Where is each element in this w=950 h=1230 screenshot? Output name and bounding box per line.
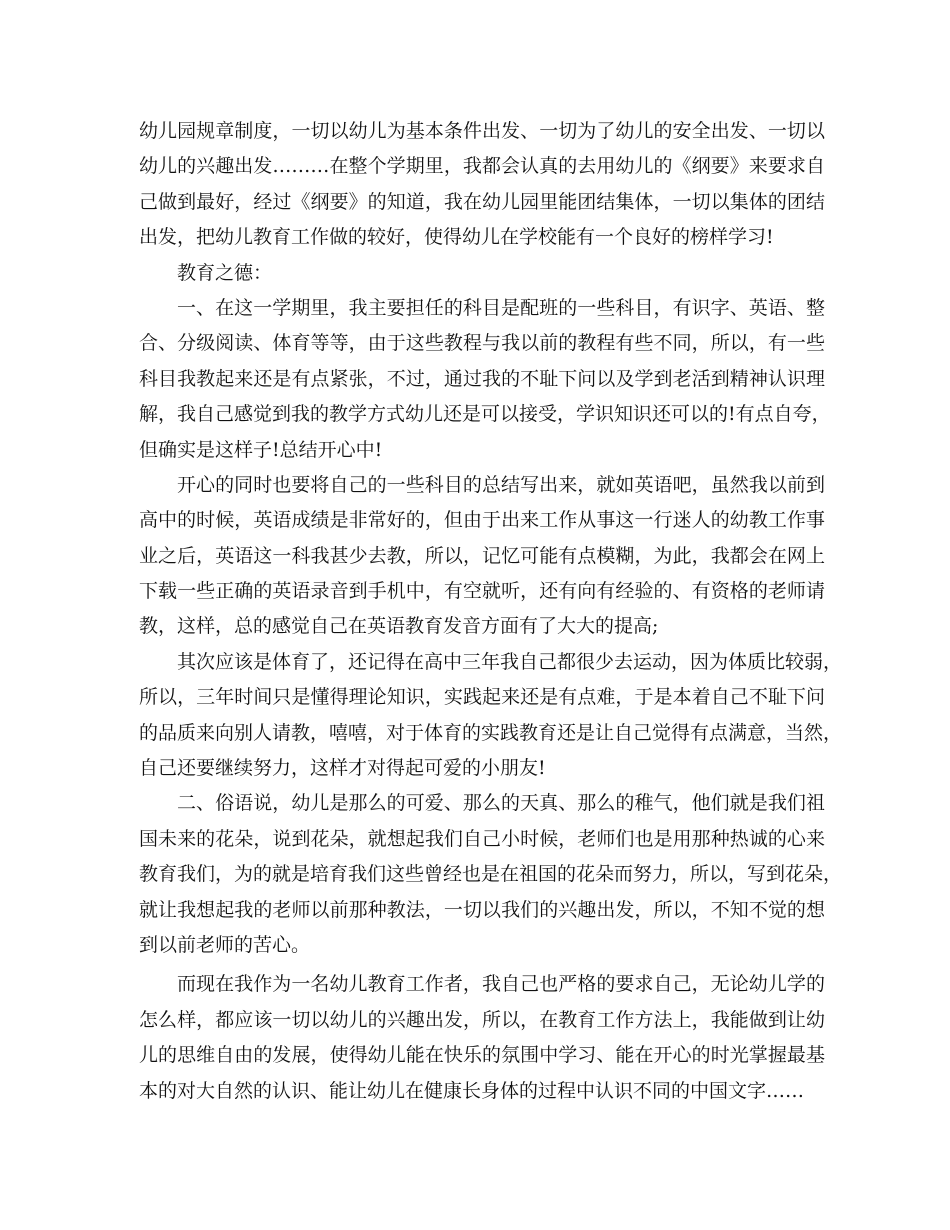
text-line: 其次应该是体育了，还记得在高中三年我自己都很少去运动，因为体质比较弱， <box>177 650 843 673</box>
text-line: 开心的同时也要将自己的一些科目的总结写出来，就如英语吧，虽然我以前到 <box>177 473 825 496</box>
text-line: 下载一些正确的英语录音到手机中，有空就听，还有向有经验的、有资格的老师请 <box>139 580 825 603</box>
text-line: 国未来的花朵，说到花朵，就想起我们自己小时候，老师们也是用那种热诚的心来 <box>139 827 825 850</box>
text-line: 但确实是这样子!总结开心中! <box>139 438 383 461</box>
section-heading: 教育之德： <box>177 261 273 284</box>
text-line: 教育我们，为的就是培育我们这些曾经也是在祖国的花朵而努力，所以，写到花朵， <box>139 863 843 886</box>
text-line: 本的对大自然的认识、能让幼儿在健康长身体的过程中认识不同的中国文字…… <box>139 1079 805 1102</box>
text-line: 二、俗语说，幼儿是那么的可爱、那么的天真、那么的稚气，他们就是我们祖 <box>177 792 825 815</box>
text-line: 幼儿的兴趣出发………在整个学期里，我都会认真的去用幼儿的《纲要》来要求自 <box>139 155 825 178</box>
text-line: 所以，三年时间只是懂得理论知识，实践起来还是有点难，于是本着自己不耻下问 <box>139 686 825 709</box>
text-line: 己做到最好，经过《纲要》的知道，我在幼儿园里能团结集体，一切以集体的团结 <box>139 190 825 213</box>
document-body <box>139 114 843 1109</box>
text-line: 儿的思维自由的发展，使得幼儿能在快乐的氛围中学习、能在开心的时光掌握最基 <box>139 1044 825 1067</box>
text-line: 出发，把幼儿教育工作做的较好，使得幼儿在学校能有一个良好的榜样学习! <box>139 226 774 249</box>
text-line: 一、在这一学期里，我主要担任的科目是配班的一些科目，有识字、英语、整 <box>177 296 825 319</box>
text-line: 科目我教起来还是有点紧张，不过，通过我的不耻下问以及学到老活到精神认识理 <box>139 367 825 390</box>
text-line: 幼儿园规章制度，一切以幼儿为基本条件出发、一切为了幼儿的安全出发、一切以 <box>139 120 825 142</box>
text-line: 的品质来向别人请教，嘻嘻，对于体育的实践教育还是让自己觉得有点满意，当然， <box>139 721 843 744</box>
text-line: 合、分级阅读、体育等等，由于这些教程与我以前的教程有些不同，所以，有一些 <box>139 332 825 355</box>
text-line: 怎么样，都应该一切以幼儿的兴趣出发，所以，在教育工作方法上，我能做到让幼 <box>139 1008 825 1031</box>
text-line: 教，这样，总的感觉自己在英语教育发音方面有了大大的提高; <box>139 615 659 638</box>
text-line: 业之后，英语这一科我甚少去教，所以，记忆可能有点模糊，为此，我都会在网上 <box>139 544 825 567</box>
text-line: 解，我自己感觉到我的教学方式幼儿还是可以接受，学识知识还可以的!有点自夸， <box>139 403 831 426</box>
text-line: 自己还要继续努力，这样才对得起可爱的小朋友! <box>139 757 546 780</box>
text-line: 到以前老师的苦心。 <box>139 933 311 956</box>
text-line: 高中的时候，英语成绩是非常好的，但由于出来工作从事这一行迷人的幼教工作事 <box>139 509 825 532</box>
text-line: 就让我想起我的老师以前那种教法，一切以我们的兴趣出发，所以，不知不觉的想 <box>139 898 825 921</box>
text-line: 而现在我作为一名幼儿教育工作者，我自己也严格的要求自己，无论幼儿学的 <box>177 973 825 996</box>
